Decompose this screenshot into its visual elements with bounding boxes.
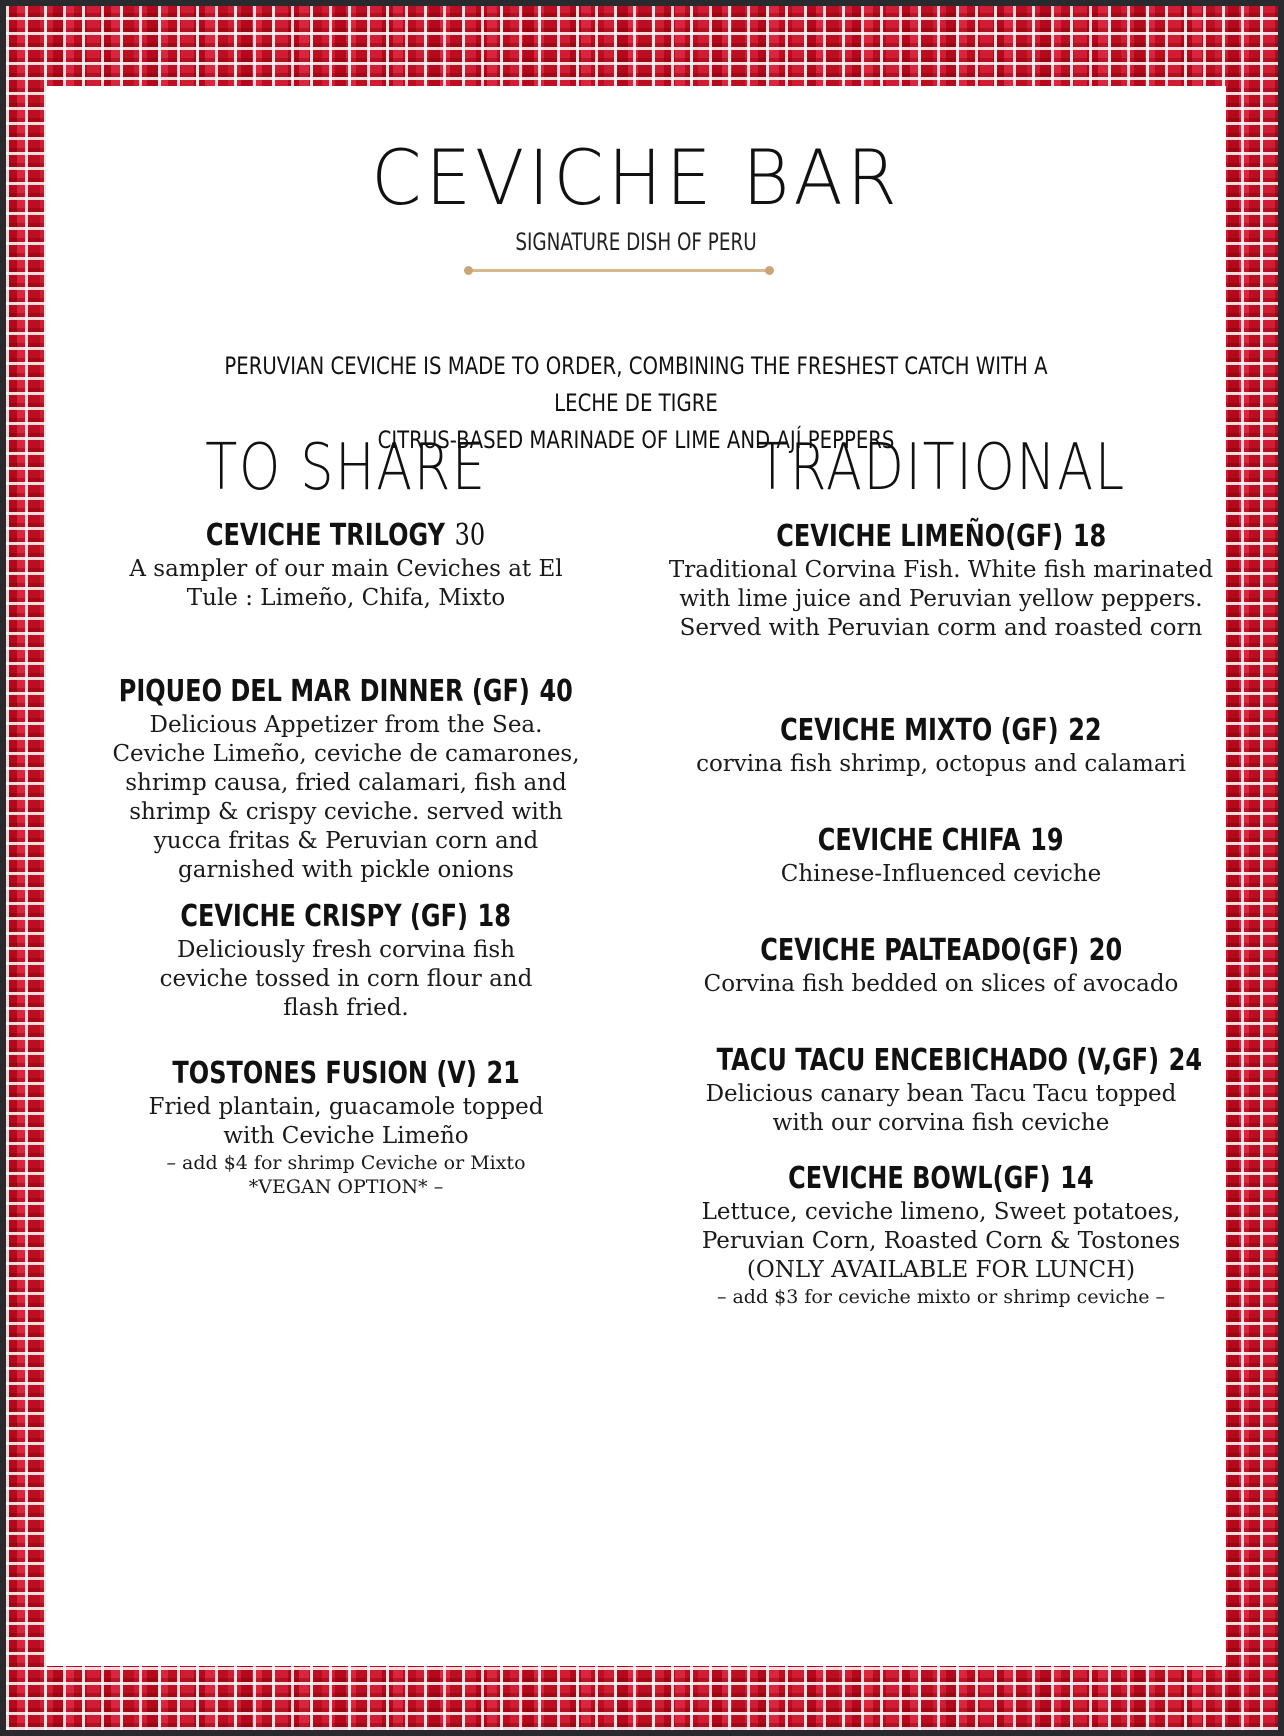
intro-line-1: PERUVIAN CEVICHE IS MADE TO ORDER, COMBINING THE FRESHEST CATCH WITH A LECHE DE TIGRE xyxy=(224,352,1048,417)
section-heading-to-share: TO SHARE xyxy=(205,431,487,505)
menu-page xyxy=(46,86,1226,1666)
item-price: 14 xyxy=(1060,1161,1094,1196)
menu-item-tostones-fusion xyxy=(46,1056,646,1199)
decorative-rule xyxy=(468,269,770,272)
item-name: PIQUEO DEL MAR DINNER (GF) xyxy=(118,674,531,709)
item-price: 30 xyxy=(455,518,486,553)
item-description: Chinese-Influenced ceviche xyxy=(780,861,1102,887)
item-name: TACU TACU ENCEBICHADO (V,GF) xyxy=(716,1043,1160,1078)
item-description: Traditional Corvina Fish. White fish marinated with lime juice and Peruvian yellow peppers. Served with Peruvian corm and roasted corn xyxy=(668,557,1214,641)
item-description: Lettuce, ceviche limeno, Sweet potatoes, Peruvian Corn, Roasted Corn & Tostones (ONLY AVAILABLE FOR LUNCH) xyxy=(701,1199,1181,1283)
menu-item-ceviche-limeno xyxy=(656,519,1226,643)
item-price: 18 xyxy=(1072,519,1106,554)
item-description: Corvina fish bedded on slices of avocado xyxy=(703,971,1179,997)
item-note: – add $4 for shrimp Ceviche or Mixto *VEGAN OPTION* – xyxy=(166,1152,526,1198)
item-description: A sampler of our main Ceviches at El Tule : Limeño, Chifa, Mixto xyxy=(129,556,563,611)
item-description: Delicious Appetizer from the Sea. Ceviche Limeño, ceviche de camarones, shrimp causa, fried calamari, fish and shrimp & crispy ceviche. served with yucca fritas & Peruvian corn and garnished with pickle onions xyxy=(112,712,580,883)
menu-item-piqueo-del-mar xyxy=(46,674,646,885)
item-price: 18 xyxy=(477,899,512,934)
item-description: Fried plantain, guacamole topped with Ceviche Limeño xyxy=(148,1094,544,1149)
menu-title: CEVICHE BAR xyxy=(371,133,901,223)
section-heading-traditional: TRADITIONAL xyxy=(756,431,1126,505)
item-name: CEVICHE MIXTO (GF) xyxy=(780,713,1059,748)
item-note: – add $3 for ceviche mixto or shrimp ceviche – xyxy=(716,1286,1166,1308)
item-price: 22 xyxy=(1068,713,1102,748)
intro-line-2: CITRUS-BASED MARINADE OF LIME AND AJÍ PEPPERS xyxy=(377,426,895,454)
item-name: CEVICHE CHIFA xyxy=(818,823,1021,858)
item-price: 21 xyxy=(486,1056,520,1091)
menu-item-ceviche-bowl xyxy=(656,1161,1226,1309)
item-price: 20 xyxy=(1088,933,1122,968)
menu-item-ceviche-trilogy xyxy=(46,518,646,613)
menu-subtitle: SIGNATURE DISH OF PERU xyxy=(515,228,757,256)
item-description: Delicious canary bean Tacu Tacu topped with our corvina fish ceviche xyxy=(705,1081,1177,1136)
menu-item-ceviche-crispy xyxy=(46,899,646,1023)
item-description: corvina fish shrimp, octopus and calamari xyxy=(696,751,1186,777)
menu-item-ceviche-mixto xyxy=(656,713,1226,779)
item-price: 24 xyxy=(1168,1043,1203,1078)
item-price: 19 xyxy=(1030,823,1064,858)
item-name: CEVICHE CRISPY (GF) xyxy=(180,899,469,934)
menu-item-ceviche-chifa xyxy=(656,823,1226,889)
mosaic-border xyxy=(6,6,1278,1730)
item-name: CEVICHE LIMEÑO(GF) xyxy=(775,519,1063,554)
item-name: CEVICHE TRILOGY xyxy=(206,518,446,553)
menu-item-ceviche-palteado xyxy=(656,933,1226,999)
item-description: Deliciously fresh corvina fish ceviche tossed in corn flour and flash fried. xyxy=(159,937,533,1021)
menu-item-tacu-tacu-encebichado xyxy=(656,1043,1226,1138)
item-price: 40 xyxy=(539,674,574,709)
item-name: CEVICHE PALTEADO(GF) xyxy=(760,933,1079,968)
item-name: CEVICHE BOWL(GF) xyxy=(788,1161,1051,1196)
item-name: TOSTONES FUSION (V) xyxy=(172,1056,477,1091)
